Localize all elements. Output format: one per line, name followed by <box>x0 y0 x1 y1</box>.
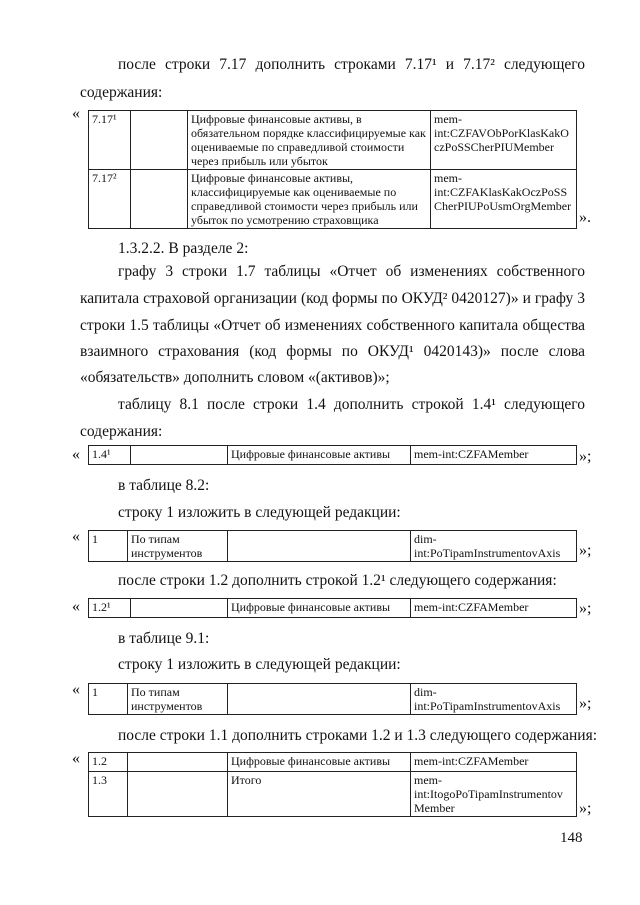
paragraph-line: после строки 1.1 дополнить строками 1.2 и 1.3 следующего содержания: <box>118 727 598 744</box>
table-row <box>89 772 577 817</box>
opening-quote: « <box>72 598 80 615</box>
table-cell-row-code: 1.3 <box>89 772 128 817</box>
table-row <box>89 170 577 229</box>
amendment-table <box>88 445 577 465</box>
table-cell-identifier: dim-int:PoTipamInstrumentovAxis <box>411 684 577 715</box>
table-cell-description: Цифровые финансовые активы, классифицируемые как оцениваемые по справедливой стоимости через прибыль или убыток по усмотрению страховщика <box>188 170 431 229</box>
amendment-table <box>88 683 577 715</box>
table-row <box>89 531 577 562</box>
closing-quote: »; <box>579 800 592 817</box>
table-cell-description: Цифровые финансовые активы, в обязательном порядке классифицируемые как оцениваемые по справедливой стоимости через прибыль или убыток <box>188 111 431 170</box>
table-cell-identifier: mem-int:CZFAMember <box>411 599 577 618</box>
table-cell-row-code: 1.2¹ <box>89 599 131 618</box>
amendment-table <box>88 530 577 562</box>
table-cell-row-code: 1 <box>89 531 128 562</box>
closing-quote: »; <box>579 542 592 559</box>
paragraph-line: «обязательств» дополнить словом «(активов)»; <box>80 369 390 386</box>
table-cell <box>228 684 411 715</box>
table-cell-row-code: 1.2 <box>89 753 128 772</box>
paragraph-line: в таблице 8.2: <box>118 477 210 494</box>
paragraph-line: содержания: <box>80 423 163 440</box>
paragraph-line: в таблице 9.1: <box>118 630 210 647</box>
amendment-table <box>88 598 577 618</box>
table-cell-row-code: 1.4¹ <box>89 446 131 465</box>
table-cell-row-code: 7.17¹ <box>89 111 131 170</box>
table-cell <box>131 599 228 618</box>
opening-quote: « <box>72 105 80 122</box>
table-cell <box>128 753 228 772</box>
paragraph-line: таблицу 8.1 после строки 1.4 дополнить строкой 1.4¹ следующего <box>118 396 585 413</box>
table-cell-row-code: 1 <box>89 684 128 715</box>
opening-quote: « <box>72 528 80 545</box>
amendment-table <box>88 752 577 817</box>
opening-quote: « <box>72 681 80 698</box>
table-cell-description: Цифровые финансовые активы <box>228 753 411 772</box>
paragraph-line: после строки 7.17 дополнить строками 7.17¹ и 7.17² следующего <box>118 56 585 73</box>
table-row <box>89 111 577 170</box>
paragraph-line: взаимного страхования (код формы по ОКУД¹ 0420143)» после слова <box>80 343 585 360</box>
table-cell-identifier: mem-int:CZFAKlasKakOczPoSSCherPIUPoUsmOrgMember <box>431 170 577 229</box>
table-cell-description: Итого <box>228 772 411 817</box>
paragraph-line: после строки 1.2 дополнить строкой 1.2¹ следующего содержания: <box>118 572 557 589</box>
table-cell-description: Цифровые финансовые активы <box>228 599 411 618</box>
paragraph-line: капитала страховой организации (код формы по ОКУД² 0420127)» и графу 3 <box>80 290 585 307</box>
paragraph-line: строки 1.5 таблицы «Отчет об изменениях собственного капитала общества <box>80 317 585 334</box>
paragraph-line: строку 1 изложить в следующей редакции: <box>118 504 401 521</box>
closing-quote: »; <box>579 695 592 712</box>
paragraph-line: содержания: <box>80 84 163 101</box>
table-cell <box>131 170 188 229</box>
table-cell <box>228 531 411 562</box>
closing-quote: ». <box>579 209 591 226</box>
table-row <box>89 599 577 618</box>
table-row <box>89 446 577 465</box>
table-cell-identifier: mem-int:ItogoPoTipamInstrumentovMember <box>411 772 577 817</box>
table-cell-identifier: mem-int:CZFAMember <box>411 753 577 772</box>
table-row <box>89 753 577 772</box>
table-cell-description: По типам инструментов <box>128 684 228 715</box>
table-cell-row-code: 7.17² <box>89 170 131 229</box>
closing-quote: »; <box>579 600 592 617</box>
table-cell <box>128 772 228 817</box>
opening-quote: « <box>72 446 80 463</box>
table-cell-identifier: mem-int:CZFAVObPorKlasKakOczPoSSCherPIUMember <box>431 111 577 170</box>
paragraph-line: графу 3 строки 1.7 таблицы «Отчет об изменениях собственного <box>118 263 585 280</box>
table-cell-description: Цифровые финансовые активы <box>228 446 411 465</box>
section-heading: 1.3.2.2. В разделе 2: <box>118 240 249 257</box>
table-row <box>89 684 577 715</box>
table-cell-identifier: mem-int:CZFAMember <box>411 446 577 465</box>
table-cell-description: По типам инструментов <box>128 531 228 562</box>
table-cell-identifier: dim-int:PoTipamInstrumentovAxis <box>411 531 577 562</box>
table-cell <box>131 446 228 465</box>
amendment-table <box>88 110 577 229</box>
closing-quote: »; <box>579 448 592 465</box>
paragraph-line: строку 1 изложить в следующей редакции: <box>118 656 401 673</box>
table-cell <box>131 111 188 170</box>
page-number: 148 <box>560 830 583 846</box>
opening-quote: « <box>72 750 80 767</box>
